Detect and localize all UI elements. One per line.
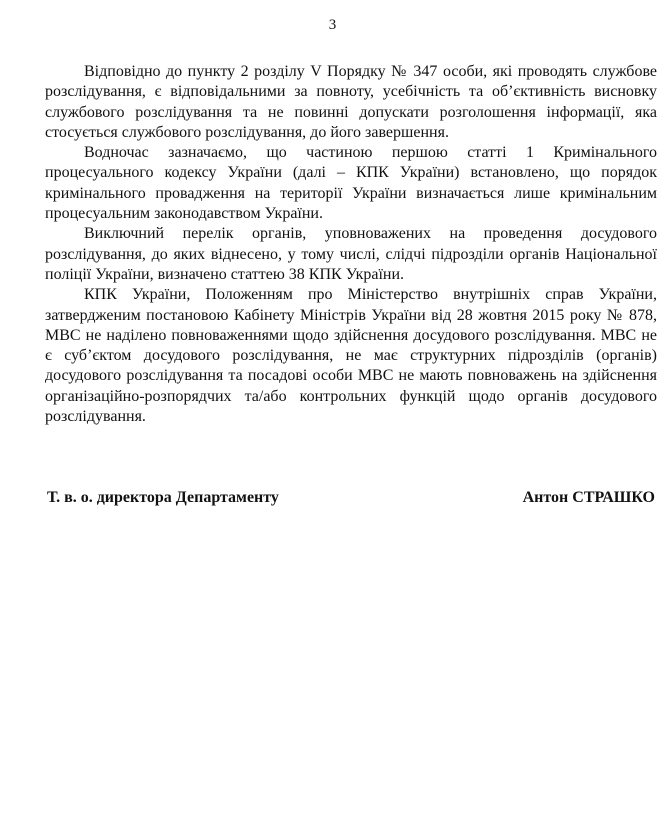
paragraph-criminal-procedure-code: Водночас зазначаємо, що частиною першою статті 1 Кримінального процесуального кодексу України (далі – КПК України) встановлено, що порядок кримінального провадження на території України визначається лише кримінальним процесуальним законодавством України.: [45, 144, 657, 223]
paragraph-ministry-powers: КПК України, Положенням про Міністерство внутрішніх справ України, затвердженим постановою Кабінету Міністрів України від 28 жовтня 2015 року № 878, МВС не наділено повноваженнями щодо здійснення досудового розслідування. МВС не є суб’єктом досудового розслідування, не має структурних підрозділів (органів) досудового розслідування та посадові особи МВС не мають повноважень на здійснення організаційно-розпорядчих та/або контрольних функцій щодо органів досудового розслідування.: [45, 286, 657, 426]
paragraph-pretrial-investigation-bodies: Виключний перелік органів, уповноважених на проведення досудового розслідування, до яких віднесено, у тому числі, слідчі підрозділи органів Національної поліції України, визначено статтею 38 КПК України.: [45, 225, 657, 283]
signatory-name: Антон СТРАШКО: [522, 489, 655, 506]
page-number: 3: [328, 17, 337, 33]
document-body: [45, 62, 657, 427]
signature-block: [47, 488, 655, 508]
paragraph-investigation-confidentiality: Відповідно до пункту 2 розділу V Порядку № 347 особи, які проводять службове розслідування, є відповідальними за повноту, усебічність та об’єктивність висновку службового розслідування та не повинні допускати розголошення інформації, яка стосується службового розслідування, до його завершення.: [45, 63, 657, 141]
signatory-position: Т. в. о. директора Департаменту: [47, 489, 279, 506]
